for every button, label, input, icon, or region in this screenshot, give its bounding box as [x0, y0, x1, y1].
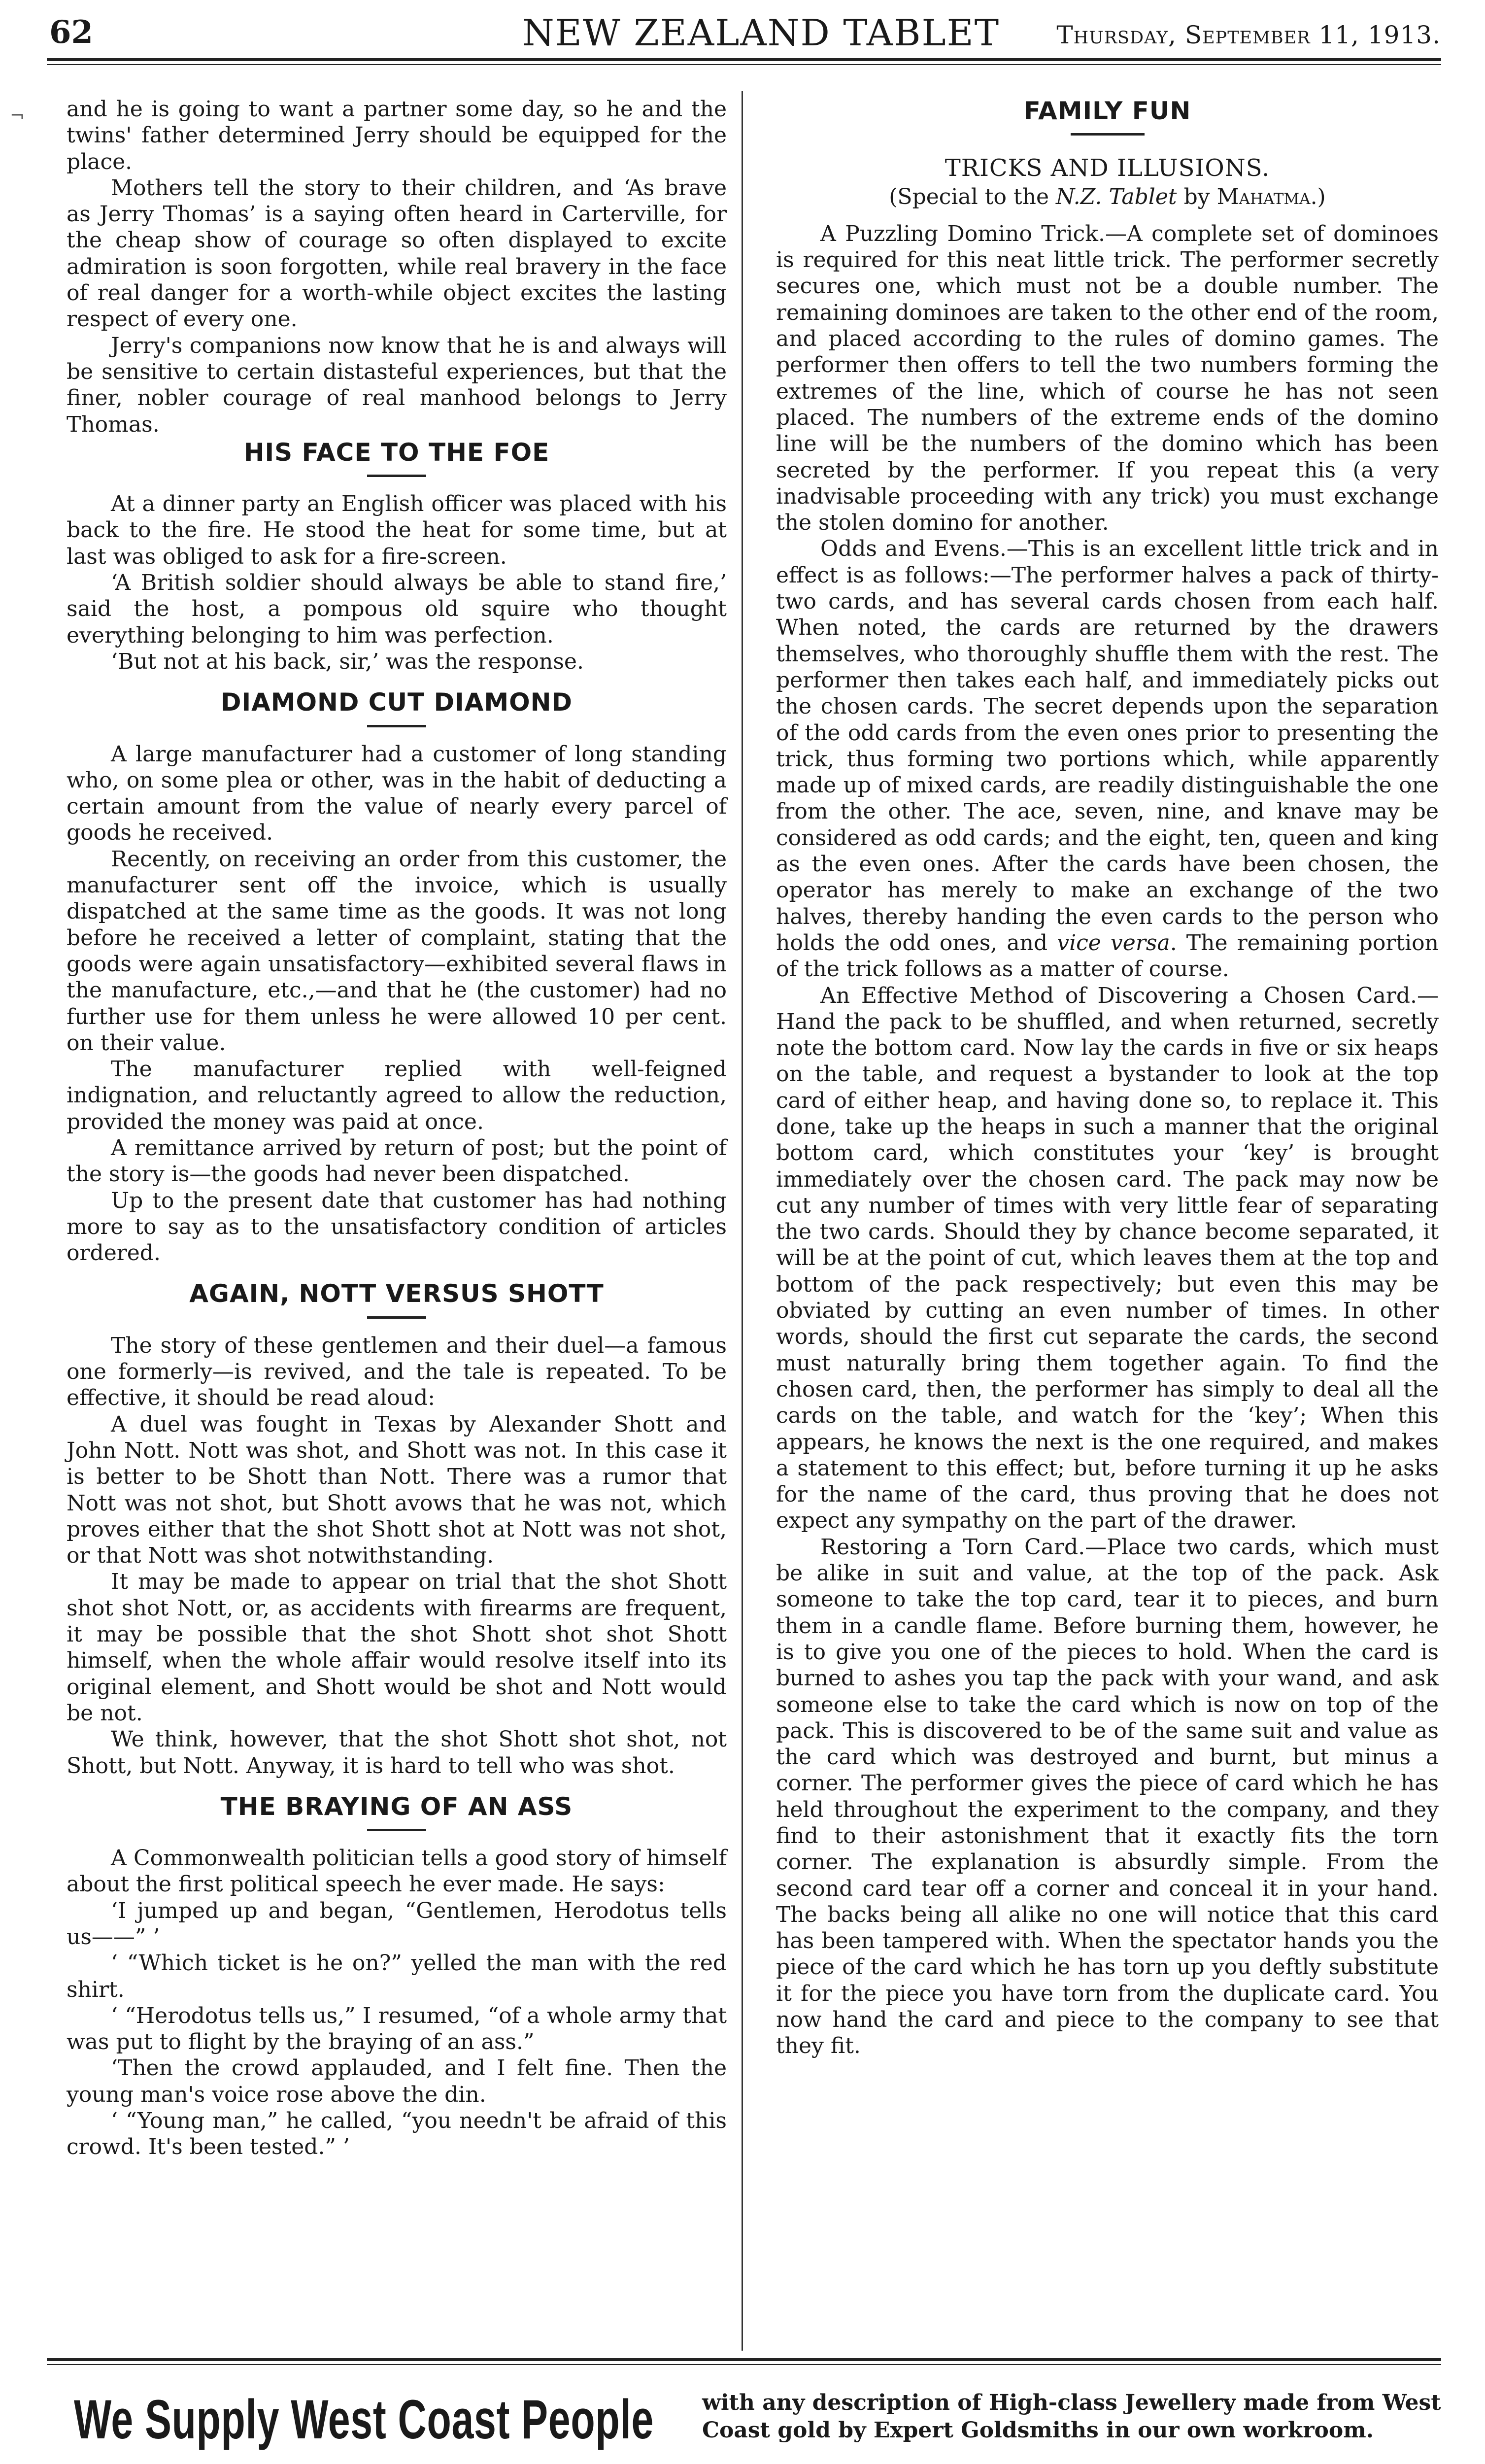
- paragraph: ‘I jumped up and began, “Gentlemen, Herodotus tells us——” ’: [67, 1898, 727, 1950]
- paragraph: A Commonwealth politician tells a good story of himself about the first political speech he ever made. He says:: [67, 1846, 727, 1897]
- paragraph: It may be made to appear on trial that the shot Shott shot shot Nott, or, as accidents with firearms are frequent, it may be possible that the shot Shott shot shot Shott himself, when the whole affair would resolve itself into its original element, and Shott would be shot and Nott would be not.: [67, 1569, 727, 1726]
- ad-headline: We Supply West Coast People: [74, 2389, 654, 2450]
- paragraph: Restoring a Torn Card.—Place two cards, which must be alike in suit and value, at the top of the pack. Ask someone to take the top card, tear it to pieces, and burn them in a candle flame. Before burning them, however, he is to give you one of the pieces to hold. When the card is burned to ashes you tap the pack with your wand, and ask someone else to take the card which is now on top of the pack. This is discovered to be of the same suit and value as the card which was destroyed and burnt, but minus a corner. The performer gives the piece of card which he has held throughout the experiment to the company, and they find to their astonishment that it exactly fits the torn corner. The explanation is absurdly simple. From the second card tear off a corner and conceal it in your hand. The backs being all alike no one will notice that this card has been tampered with. When the spectator hands you the piece of the card which he has torn up you deftly substitute it for the piece you have torn from the duplicate card. You now hand the card and piece to the company to see that they fit.: [776, 1534, 1439, 2059]
- publication-title: NEW ZEALAND TABLET: [522, 12, 1000, 54]
- paragraph: Mothers tell the story to their children, and ‘As brave as Jerry Thomas’ is a saying often heard in Carterville, for the cheap show of courage so often displayed to excite admiration is soon forgotten, while real bravery in the face of real danger for a worth-while object excites the lasting respect of every one.: [67, 175, 727, 332]
- paragraph: ‘Then the crowd applauded, and I felt fine. Then the young man's voice rose above the din.: [67, 2055, 727, 2107]
- header-rule-thin: [47, 64, 1441, 65]
- header-rule: [47, 58, 1441, 61]
- ad-line: Coast gold by Expert Goldsmiths in our own workroom.: [702, 2418, 1374, 2443]
- page-number: 62: [49, 14, 94, 51]
- paragraph: A duel was fought in Texas by Alexander Shott and John Nott. Nott was shot, and Shott was not. In this case it is better to be Shott than Nott. There was a rumor that Nott was not shot, but Shott avows that he was not, which proves either that the shot Shott shot at Nott was not shot, or that Nott was shot notwithstanding.: [67, 1411, 727, 1569]
- heading-rule: [367, 1829, 426, 1831]
- article-subtitle: TRICKS AND ILLUSIONS.: [945, 154, 1270, 182]
- footer-rule-thin: [47, 2364, 1441, 2365]
- ad-line: with any description of High-class Jewellery made from West: [702, 2390, 1441, 2415]
- paragraph: Recently, on receiving an order from this customer, the manufacturer sent off the invoice, which is usually dispatched at the same time as the goods. It was not long before he received a letter of complaint, stating that the goods were again unsatisfactory—exhibited several flaws in the manufacture, etc.,—and that he (the customer) had no further use for them unless he were allowed 10 per cent. on their value.: [67, 846, 727, 1056]
- paragraph: A remittance arrived by return of post; but the point of the story is—the goods had never been dispatched.: [67, 1135, 727, 1187]
- heading-rule: [367, 475, 426, 477]
- margin-mark: ¬: [10, 106, 25, 126]
- section-heading: AGAIN, NOTT VERSUS SHOTT: [189, 1279, 604, 1308]
- paragraph: The manufacturer replied with well-feigned indignation, and reluctantly agreed to allow the reduction, provided the money was paid at once.: [67, 1057, 727, 1134]
- paragraph: A large manufacturer had a customer of long standing who, on some plea or other, was in the habit of deducting a certain amount from the value of nearly every parcel of goods he received.: [67, 741, 727, 846]
- page-header: [0, 0, 1485, 64]
- paragraph: ‘ “Young man,” he called, “you needn't be afraid of this crowd. It's been tested.” ’: [67, 2108, 727, 2160]
- paragraph: ‘A British soldier should always be able to stand fire,’ said the host, a pompous old squire who thought everything belonging to him was perfection.: [67, 570, 727, 648]
- paragraph: Jerry's companions now know that he is and always will be sensitive to certain distasteful experiences, but that the finer, nobler courage of real manhood belongs to Jerry Thomas.: [67, 333, 727, 437]
- left-column: [67, 96, 727, 2160]
- heading-rule: [1071, 133, 1145, 136]
- paragraph: ‘ “Herodotus tells us,” I resumed, “of a whole army that was put to flight by the braying of an ass.”: [67, 2003, 727, 2055]
- paragraph: At a dinner party an English officer was placed with his back to the fire. He stood the heat for some time, but at last was obliged to ask for a fire-screen.: [67, 491, 727, 569]
- paragraph: ‘ “Which ticket is he on?” yelled the man with the red shirt.: [67, 1951, 727, 2002]
- paragraph: Up to the present date that customer has had nothing more to say as to the unsatisfactory condition of articles ordered.: [67, 1188, 727, 1266]
- section-heading: DIAMOND CUT DIAMOND: [220, 688, 573, 717]
- paragraph: An Effective Method of Discovering a Chosen Card.—Hand the pack to be shuffled, and when returned, secretly note the bottom card. Now lay the cards in five or six heaps on the table, and request a bystander to look at the top card of either heap, and having done so, to replace it. This done, take up the heaps in such a manner that the original bottom card, which constitutes your ‘key’ is brought immediately over the chosen card. The pack may now be cut any number of times with very little fear of separating the two cards. Should they by chance become separated, it will be at the point of cut, which leaves them at the top and bottom of the pack respectively; but even this may be obviated by cutting an even number of times. In other words, should the first cut separate the cards, the second must naturally bring them together again. To find the chosen card, then, the performer has simply to deal all the cards on the table, and watch for the ‘key’; When this appears, he knows the next is the one required, and makes a statement to this effect; but, before turning it up he asks for the name of the card, thus proving that he does not expect any sympathy on the part of the drawer.: [776, 983, 1439, 1534]
- heading-rule: [367, 725, 426, 727]
- paragraph: The story of these gentlemen and their duel—a famous one formerly—is revived, and the tale is repeated. To be effective, it should be read aloud:: [67, 1333, 727, 1411]
- paragraph: We think, however, that the shot Shott shot shot, not Shott, but Nott. Anyway, it is hard to tell who was shot.: [67, 1727, 727, 1779]
- author-name: Mahatma: [1216, 184, 1311, 209]
- byline: (Special to the N.Z. Tablet by Mahatma.): [889, 184, 1326, 209]
- paragraph: and he is going to want a partner some day, so he and the twins' father determined Jerry should be equipped for the place.: [67, 97, 727, 174]
- right-column: [776, 96, 1439, 2059]
- heading-rule: [367, 1316, 426, 1319]
- paper-name: N.Z. Tablet: [1056, 184, 1177, 209]
- issue-date: Thursday, September 11, 1913.: [1056, 21, 1441, 49]
- section-heading: FAMILY FUN: [1023, 97, 1191, 125]
- column-divider: [742, 91, 743, 2351]
- paragraph: ‘But not at his back, sir,’ was the response.: [111, 649, 584, 674]
- paragraph: A Puzzling Domino Trick.—A complete set of dominoes is required for this neat little trick. The performer secretly secures one, which must not be a double number. The remaining dominoes are taken to the other end of the room, and placed according to the rules of domino games. The performer then offers to tell the two numbers forming the extremes of the line, which of course he has not seen placed. The numbers of the extreme ends of the domino line will be the numbers of the domino which has been secreted by the performer. If you repeat this (a very inadvisable proceeding with any trick) you must exchange the stolen domino for another.: [776, 221, 1439, 536]
- footer-rule: [47, 2358, 1441, 2361]
- ad-text: [702, 2389, 1441, 2444]
- paragraph: Odds and Evens.—This is an excellent little trick and in effect is as follows:—The performer halves a pack of thirty-two cards, and has several cards chosen from each half. When noted, the cards are returned by the drawers themselves, who thoroughly shuffle them with the rest. The performer then takes each half, and immediately picks out the chosen cards. The secret depends upon the separation of the odd cards from the even ones prior to presenting the trick, thus forming two portions which, while apparently made up of mixed cards, are readily distinguishable the one from the other. The ace, seven, nine, and knave may be considered as odd cards; and the eight, ten, queen and king as the even ones. After the cards have been chosen, the operator has merely to make an exchange of the two halves, thereby handing the even cards to the person who holds the odd ones, and vice versa. The remaining portion of the trick follows as a matter of course.: [776, 536, 1439, 982]
- section-heading: HIS FACE TO THE FOE: [243, 438, 550, 467]
- section-heading: THE BRAYING OF AN ASS: [220, 1792, 573, 1821]
